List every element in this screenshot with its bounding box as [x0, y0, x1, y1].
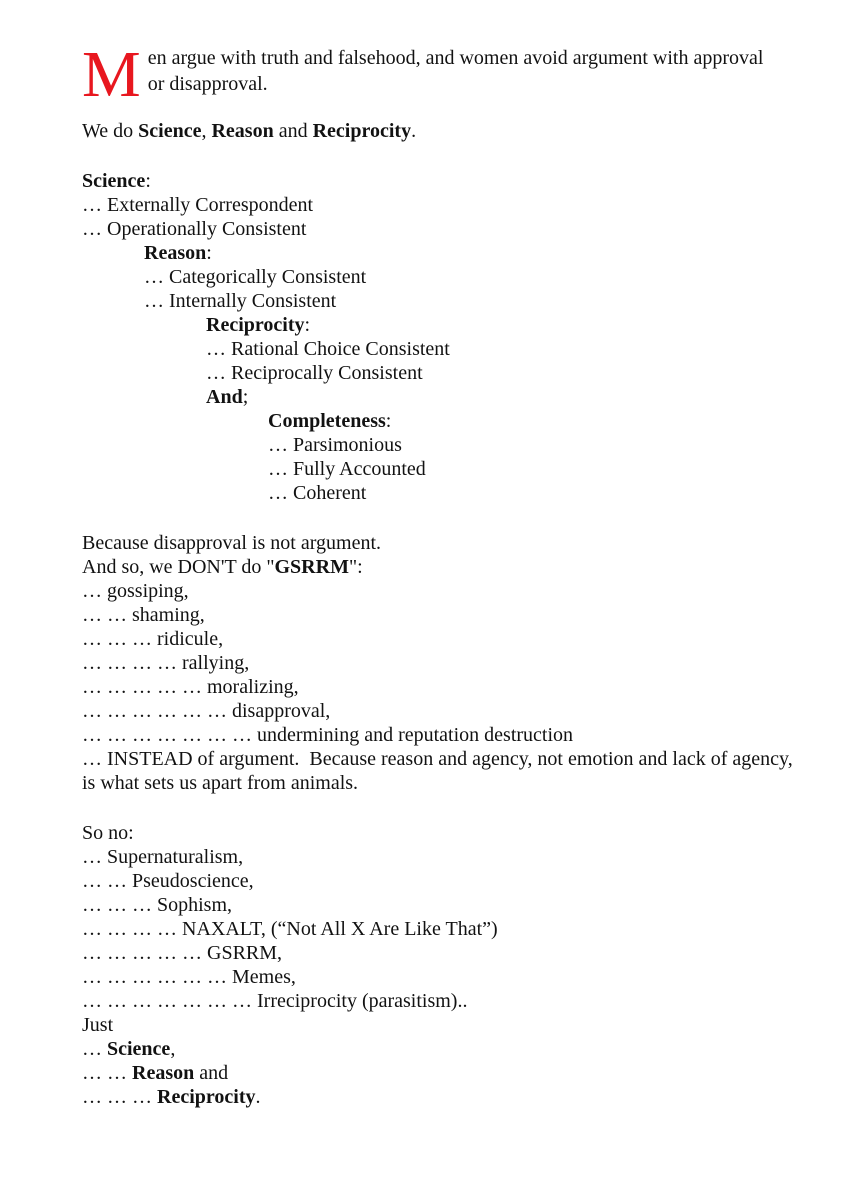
text-run: We do: [82, 120, 139, 142]
text-line: [82, 481, 810, 505]
text-run: … Parsimonious: [268, 434, 402, 456]
text-line: [82, 337, 810, 361]
text-run: … … Pseudoscience,: [82, 870, 254, 892]
text-line: [82, 241, 810, 265]
text-run: … … … ridicule,: [82, 628, 224, 650]
bold-text: Reciprocity: [157, 1086, 256, 1108]
bold-text: Reason: [144, 242, 207, 264]
text-run: … …: [82, 1062, 132, 1084]
text-line: [82, 433, 810, 457]
text-run: … Operationally Consistent: [82, 218, 307, 240]
text-line: [82, 675, 810, 699]
text-line: [82, 409, 810, 433]
text-run: :: [304, 314, 311, 336]
intro-line-2: or disapproval.: [147, 73, 268, 95]
text-line: [82, 1085, 810, 1109]
text-line: [82, 941, 810, 965]
bold-text: Reason: [132, 1062, 195, 1084]
text-run: … … … … … moralizing,: [82, 676, 299, 698]
text-run: ,: [170, 1038, 176, 1060]
text-line: [82, 893, 810, 917]
bold-text: Reason: [211, 120, 274, 142]
text-line: [82, 699, 810, 723]
gsrrm-paragraph: [82, 531, 810, 795]
text-run: Just: [82, 1014, 114, 1036]
bold-text: Completeness: [268, 410, 386, 432]
text-run: Because disapproval is not argument.: [82, 532, 382, 554]
text-run: ,: [201, 120, 212, 142]
bold-text: Reciprocity: [312, 120, 412, 142]
text-line: [82, 989, 810, 1013]
text-run: So no:: [82, 822, 134, 844]
text-line: [82, 193, 810, 217]
text-line: [82, 555, 810, 579]
text-line: [82, 531, 810, 555]
text-run: … … … … NAXALT, (“Not All X Are Like That”): [82, 918, 498, 940]
text-run: and: [194, 1062, 229, 1084]
document-blocks: [82, 119, 810, 1109]
dropcap-letter: M: [82, 38, 141, 111]
text-line: [82, 747, 810, 795]
text-line: [82, 651, 810, 675]
text-line: [82, 361, 810, 385]
text-line: [82, 1061, 810, 1085]
text-run: ;: [242, 386, 249, 408]
text-line: [82, 603, 810, 627]
text-run: :: [385, 410, 392, 432]
text-run: :: [145, 170, 151, 192]
text-line: [82, 265, 810, 289]
text-run: … … … … … … … undermining and reputation destruction: [82, 724, 574, 746]
bold-text: Science: [82, 170, 146, 192]
text-line: [82, 1037, 810, 1061]
intro-paragraph: [82, 38, 810, 111]
text-run: .: [411, 120, 417, 142]
values-hierarchy-paragraph: [82, 169, 810, 505]
text-line: [82, 723, 810, 747]
text-run: … … …: [82, 1086, 157, 1108]
intro-line-1: en argue with truth and falsehood, and women avoid argument with approval: [147, 47, 764, 69]
text-line: [82, 845, 810, 869]
text-run: ":: [348, 556, 363, 578]
text-line: [82, 169, 810, 193]
text-run: … … … Sophism,: [82, 894, 233, 916]
text-run: … … shaming,: [82, 604, 205, 626]
text-run: … INSTEAD of argument. Because reason and agency, not emotion and lack of agency, is what sets us apart from animals.: [82, 748, 798, 794]
text-run: and: [273, 120, 313, 142]
text-line: [82, 965, 810, 989]
text-line: [82, 1013, 810, 1037]
text-run: … Externally Correspondent: [82, 194, 314, 216]
text-line: [82, 821, 810, 845]
bold-text: Reciprocity: [206, 314, 305, 336]
text-line: [82, 627, 810, 651]
text-line: [82, 119, 810, 143]
so-no-paragraph: [82, 821, 810, 1109]
text-run: … Rational Choice Consistent: [206, 338, 450, 360]
we-do-paragraph: [82, 119, 810, 143]
text-run: And so, we DON'T do ": [82, 556, 275, 578]
text-line: [82, 869, 810, 893]
text-run: :: [206, 242, 212, 264]
text-line: [82, 385, 810, 409]
text-run: … … … … rallying,: [82, 652, 250, 674]
bold-text: Science: [138, 120, 202, 142]
bold-text: And: [206, 386, 243, 408]
text-run: … Coherent: [268, 482, 367, 504]
text-run: …: [82, 1038, 107, 1060]
text-run: … Supernaturalism,: [82, 846, 244, 868]
text-run: … Fully Accounted: [268, 458, 426, 480]
text-line: [82, 917, 810, 941]
text-run: … … … … … … … Irreciprocity (parasitism)..: [82, 990, 468, 1012]
text-run: … gossiping,: [82, 580, 189, 602]
text-line: [82, 579, 810, 603]
text-run: … … … … … GSRRM,: [82, 942, 283, 964]
bold-text: Science: [107, 1038, 171, 1060]
bold-text: GSRRM: [274, 556, 349, 578]
text-run: .: [255, 1086, 261, 1108]
text-line: [82, 457, 810, 481]
text-run: … Internally Consistent: [144, 290, 337, 312]
text-run: … … … … … … disapproval,: [82, 700, 331, 722]
text-line: [82, 313, 810, 337]
text-line: [82, 289, 810, 313]
text-run: … … … … … … Memes,: [82, 966, 296, 988]
text-line: [82, 217, 810, 241]
text-run: … Categorically Consistent: [144, 266, 367, 288]
text-run: … Reciprocally Consistent: [206, 362, 423, 384]
